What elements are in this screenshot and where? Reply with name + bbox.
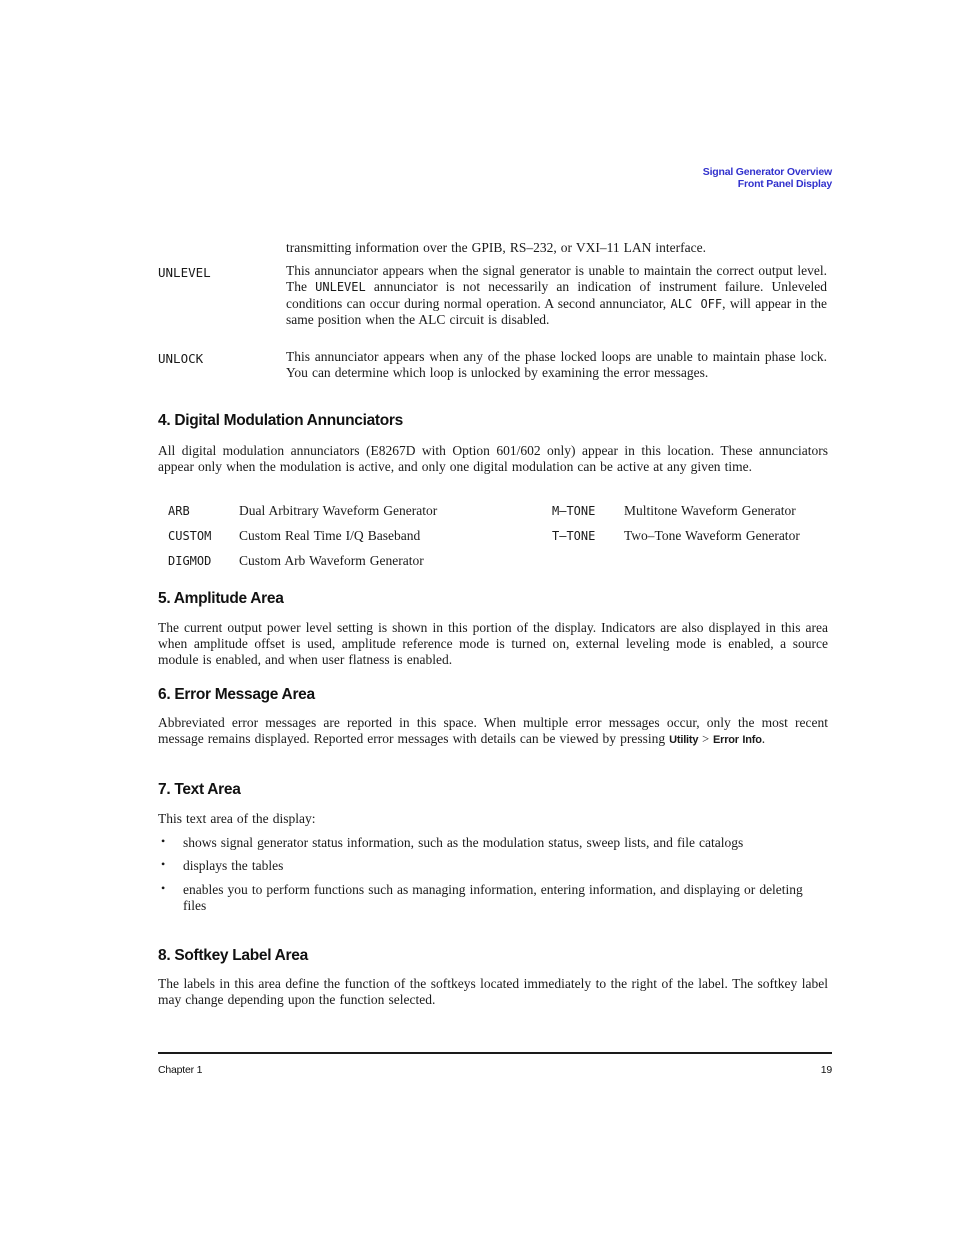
bullet-text: displays the tables [183,858,284,874]
annunciator-desc-ttone: Two–Tone Waveform Generator [624,528,800,543]
term-unlock: UNLOCK [158,351,204,366]
annunciator-label-mtone: M–TONE [552,504,596,518]
digital-modulation-table [158,503,832,578]
section7-intro: This text area of the display: [158,811,316,826]
annunciator-desc-mtone: Multitone Waveform Generator [624,503,796,518]
table-row [168,528,832,553]
annunciator-desc-custom: Custom Real Time I/Q Baseband [239,528,421,543]
annunciator-label-empty [552,553,624,554]
annunciator-label-custom: CUSTOM [168,529,212,543]
unlevel-desc-part1: This annunciator appears when the signal generator is unable to maintain the correct output level. The [286,263,827,294]
annunciator-desc-digmod: Custom Arb Waveform Generator [239,553,424,568]
unlevel-desc-part2: annunciator is not necessarily an indication of instrument failure. Unleveled conditions can occur during normal operation. A second annunciator, [286,278,827,311]
table-row [168,553,832,578]
footer-chapter-label: Chapter 1 [158,1064,203,1076]
running-header-line-1: Signal Generator Overview [702,166,832,178]
running-header [703,166,832,190]
section6-body [158,715,828,749]
softkey-utility: Utility [669,733,699,746]
section6-body-end: . [761,730,766,746]
bullet-text: enables you to perform functions such as managing information, entering information, and displaying or deleting files [183,881,803,913]
section6-body-text: Abbreviated error messages are reported in this space. When multiple error messages occur, only the most recent message remains displayed. Reported error messages with details can be viewed by pressing [158,715,828,746]
table-row [168,503,832,528]
bullet-icon: • [161,857,166,872]
annunciator-desc-arb: Dual Arbitrary Waveform Generator [239,503,438,518]
unlock-description: This annunciator appears when any of the phase locked loops are unable to maintain phase lock. You can determine which loop is unlocked by examining the error messages. [286,349,827,380]
softkey-separator: > [702,731,710,746]
bullet-icon: • [161,880,166,895]
list-item [158,858,828,874]
unlevel-description [286,263,827,328]
section-heading-text-area: 7. Text Area [158,781,241,798]
softkey-error-info: Error Info [712,733,762,746]
section-heading-amplitude-area: 5. Amplitude Area [158,590,284,607]
section-heading-error-message-area: 6. Error Message Area [158,686,315,703]
bullet-icon: • [161,834,166,848]
section5-body: The current output power level setting is shown in this portion of the display. Indicators are also displayed in this area when amplitude offset is used, amplitude reference mode is turned on, external leveling mode is enabled, a source module is enabled, and when user flatness is enabled. [158,620,828,667]
bullet-text: shows signal generator status information, such as the modulation status, sweep lists, and file catalogs [183,835,744,850]
section4-body: All digital modulation annunciators (E8267D with Option 601/602 only) appear in this location. These annunciators appear only when the modulation is active, and only one digital modulation can be active at any given time. [158,443,828,474]
definition-unlevel [158,263,832,328]
annunciator-label-ttone: T–TONE [552,529,596,543]
footer-divider [158,1052,832,1054]
section8-body: The labels in this area define the function of the softkeys located immediately to the right of the label. The softkey label may change depending upon the function selected. [158,976,828,1007]
unlevel-desc-part3: , will appear in the same position when the ALC circuit is disabled. [286,295,828,328]
list-item [158,882,828,914]
section-heading-softkey-label-area: 8. Softkey Label Area [158,947,308,964]
unlevel-inline-code: UNLEVEL [315,279,366,294]
running-header-line-2: Front Panel Display [737,178,832,190]
alc-off-inline-code: ALC OFF [670,296,723,311]
term-unlevel: UNLEVEL [158,265,211,280]
continuation-paragraph: transmitting information over the GPIB, RS–232, or VXI–11 LAN interface. [286,240,707,255]
annunciator-label-arb: ARB [168,504,190,518]
page-footer [158,1064,832,1076]
definition-unlock [158,349,832,381]
section-heading-digital-modulation-annunciators: 4. Digital Modulation Annunciators [158,412,403,429]
list-item [158,835,828,851]
footer-page-number: 19 [820,1064,832,1076]
annunciator-label-digmod: DIGMOD [168,554,212,568]
text-area-bullet-list [158,835,828,921]
